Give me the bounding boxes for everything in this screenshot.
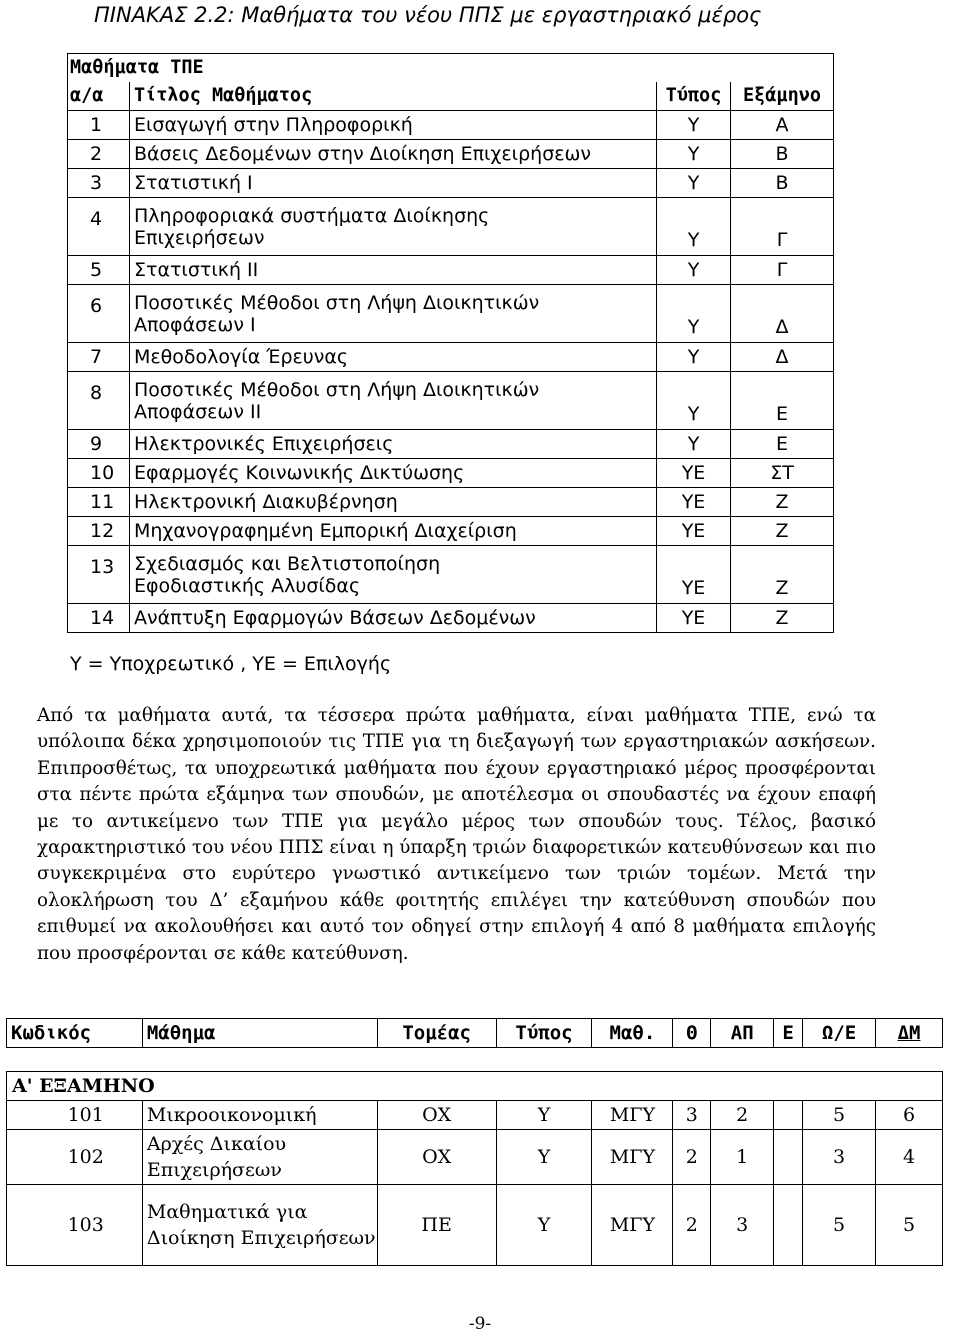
table-row (7, 1130, 943, 1185)
course-sector: ΠΕ (377, 1185, 496, 1266)
course-type: Υ (657, 372, 731, 430)
header-hours: Ω/Ε (803, 1019, 876, 1048)
course-name: Μαθηματικά για Διοίκηση Επιχειρήσεων (142, 1185, 377, 1266)
table-row (68, 372, 834, 430)
table-row (68, 488, 834, 517)
course-title: Στατιστική ΙΙ (130, 256, 657, 285)
table-row (68, 285, 834, 343)
row-index: 13 (68, 546, 130, 604)
table-header-row (7, 1019, 943, 1048)
row-index: 9 (68, 430, 130, 459)
theory-hours: 2 (673, 1185, 711, 1266)
header-code: Κωδικός (7, 1019, 143, 1048)
course-title: Μεθοδολογία Έρευνας (130, 343, 657, 372)
curriculum-table (6, 1018, 943, 1266)
course-title: Ηλεκτρονικές Επιχειρήσεις (130, 430, 657, 459)
table-row (68, 343, 834, 372)
course-semester: ΣΤ (731, 459, 834, 488)
theory-hours: 3 (673, 1101, 711, 1130)
ap-hours: 2 (711, 1101, 774, 1130)
course-sector: ΟΧ (377, 1101, 496, 1130)
weekly-hours: 5 (803, 1101, 876, 1130)
course-title: Ηλεκτρονική Διακυβέρνηση (130, 488, 657, 517)
course-semester: Ε (731, 430, 834, 459)
course-title: Ποσοτικές Μέθοδοι στη Λήψη Διοικητικών Αποφάσεων Ι (130, 285, 657, 343)
course-title: Εισαγωγή στην Πληροφορική (130, 111, 657, 140)
course-type: Υ (657, 169, 731, 198)
table-title: Μαθήματα ΤΠΕ (68, 54, 834, 83)
row-index: 3 (68, 169, 130, 198)
ap-hours: 3 (711, 1185, 774, 1266)
row-index: 4 (68, 198, 130, 256)
course-type: ΥΕ (657, 546, 731, 604)
course-title: Πληροφοριακά συστήματα Διοίκησης Επιχειρήσεων (130, 198, 657, 256)
row-index: 14 (68, 604, 130, 633)
row-index: 2 (68, 140, 130, 169)
table-row (68, 169, 834, 198)
course-type: Υ (657, 111, 731, 140)
course-type: Υ (657, 343, 731, 372)
header-index: α/α (68, 82, 130, 111)
course-title: Στατιστική Ι (130, 169, 657, 198)
header-lab: Ε (774, 1019, 803, 1048)
table-header-row (68, 82, 834, 111)
course-code: 103 (7, 1185, 143, 1266)
course-type: Υ (657, 285, 731, 343)
course-type: Υ (657, 256, 731, 285)
table-row (68, 546, 834, 604)
credits: 5 (876, 1185, 943, 1266)
course-category: ΜΓΥ (592, 1130, 673, 1185)
course-type: Υ (496, 1185, 592, 1266)
course-semester: Α (731, 111, 834, 140)
row-index: 6 (68, 285, 130, 343)
table-row (68, 140, 834, 169)
table-row (68, 517, 834, 546)
header-semester: Εξάμηνο (731, 82, 834, 111)
course-semester: Ζ (731, 488, 834, 517)
ap-hours: 1 (711, 1130, 774, 1185)
table-row (7, 1101, 943, 1130)
weekly-hours: 3 (803, 1130, 876, 1185)
row-index: 12 (68, 517, 130, 546)
lab-hours (774, 1185, 803, 1266)
course-semester: Β (731, 169, 834, 198)
row-index: 7 (68, 343, 130, 372)
course-title: Εφαρμογές Κοινωνικής Δικτύωσης (130, 459, 657, 488)
row-index: 10 (68, 459, 130, 488)
weekly-hours: 5 (803, 1185, 876, 1266)
course-type: Υ (657, 430, 731, 459)
course-semester: Ζ (731, 604, 834, 633)
course-name: Μικροοικονομική (142, 1101, 377, 1130)
table-caption: ΠΙΝΑΚΑΣ 2.2: Μαθήματα του νέου ΠΠΣ με εργαστηριακό μέρος (94, 3, 762, 27)
course-semester: Ε (731, 372, 834, 430)
table-row (68, 430, 834, 459)
ict-courses-table (67, 53, 834, 633)
header-ap: ΑΠ (711, 1019, 774, 1048)
header-sector: Τομέας (377, 1019, 496, 1048)
legend: Υ = Υποχρεωτικό , ΥΕ = Επιλογής (70, 653, 392, 675)
credits: 4 (876, 1130, 943, 1185)
course-type: ΥΕ (657, 488, 731, 517)
table-row (7, 1185, 943, 1266)
course-code: 101 (7, 1101, 143, 1130)
course-type: Υ (657, 140, 731, 169)
course-name: Αρχές Δικαίου Επιχειρήσεων (142, 1130, 377, 1185)
header-type: Τύπος (657, 82, 731, 111)
course-category: ΜΓΥ (592, 1101, 673, 1130)
table-row (68, 256, 834, 285)
semester-row (7, 1072, 943, 1101)
row-index: 8 (68, 372, 130, 430)
table-row (68, 459, 834, 488)
table-row (68, 111, 834, 140)
course-sector: ΟΧ (377, 1130, 496, 1185)
course-title: Σχεδιασμός και Βελτιστοποίηση Εφοδιαστικής Αλυσίδας (130, 546, 657, 604)
course-semester: Γ (731, 198, 834, 256)
course-semester: Γ (731, 256, 834, 285)
lab-hours (774, 1130, 803, 1185)
course-semester: Δ (731, 285, 834, 343)
course-semester: Β (731, 140, 834, 169)
course-type: ΥΕ (657, 459, 731, 488)
header-category: Μαθ. (592, 1019, 673, 1048)
theory-hours: 2 (673, 1130, 711, 1185)
course-type: ΥΕ (657, 604, 731, 633)
row-index: 1 (68, 111, 130, 140)
body-paragraph: Από τα μαθήματα αυτά, τα τέσσερα πρώτα μαθήματα, είναι μαθήματα ΤΠΕ, ενώ τα υπόλοιπα δέκα χρησιμοποιούν τις ΤΠΕ για τη διεξαγωγή των εργαστηριακών ασκήσεων. Επιπροσθέτως, τα υποχρεωτικά μαθήματα που έχουν εργαστηριακό μέρος προσφέρονται στα πέντε πρώτα εξάμηνα των σπουδών, με αποτέλεσμα οι σπουδαστές να έχουν επαφή με το αντικείμενο των ΤΠΕ για μεγάλο μέρος των σπουδών τους. Τέλος, βασικό χαρακτηριστικό του νέου ΠΠΣ είναι η ύπαρξη τριών διαφορετικών κατευθύνσεων και πιο συγκεκριμένα στο ευρύτερο γνωστικό αντικείμενο των τριών τομέων. Μετά την ολοκλήρωση του Δ’ εξαμήνου κάθε φοιτητής επιλέγει την κατεύθυνση σπουδών που επιθυμεί να ακολουθήσει και αυτό τον οδηγεί στην επιλογή 4 από 8 μαθήματα επιλογής που προσφέρονται σε κάθε κατεύθυνση. (37, 705, 876, 964)
header-title: Τίτλος Μαθήματος (130, 82, 657, 111)
lab-hours (774, 1101, 803, 1130)
header-type: Τύπος (496, 1019, 592, 1048)
page-number: -9- (468, 1314, 492, 1334)
header-credits: ΔΜ (876, 1019, 943, 1048)
course-code: 102 (7, 1130, 143, 1185)
course-semester: Δ (731, 343, 834, 372)
course-title: Ποσοτικές Μέθοδοι στη Λήψη Διοικητικών Αποφάσεων ΙΙ (130, 372, 657, 430)
course-type: Υ (496, 1130, 592, 1185)
course-semester: Ζ (731, 546, 834, 604)
course-title: Ανάπτυξη Εφαρμογών Βάσεων Δεδομένων (130, 604, 657, 633)
table-row (68, 198, 834, 256)
blank-row (7, 1048, 943, 1072)
semester-label: Α' ΕΞΑΜΗΝΟ (7, 1072, 943, 1101)
course-semester: Ζ (731, 517, 834, 546)
row-index: 11 (68, 488, 130, 517)
course-type: Υ (657, 198, 731, 256)
course-category: ΜΓΥ (592, 1185, 673, 1266)
course-title: Βάσεις Δεδομένων στην Διοίκηση Επιχειρήσεων (130, 140, 657, 169)
table-row (68, 604, 834, 633)
course-type: ΥΕ (657, 517, 731, 546)
header-theory: Θ (673, 1019, 711, 1048)
row-index: 5 (68, 256, 130, 285)
course-title: Μηχανογραφημένη Εμπορική Διαχείριση (130, 517, 657, 546)
credits: 6 (876, 1101, 943, 1130)
course-type: Υ (496, 1101, 592, 1130)
header-course: Μάθημα (142, 1019, 377, 1048)
